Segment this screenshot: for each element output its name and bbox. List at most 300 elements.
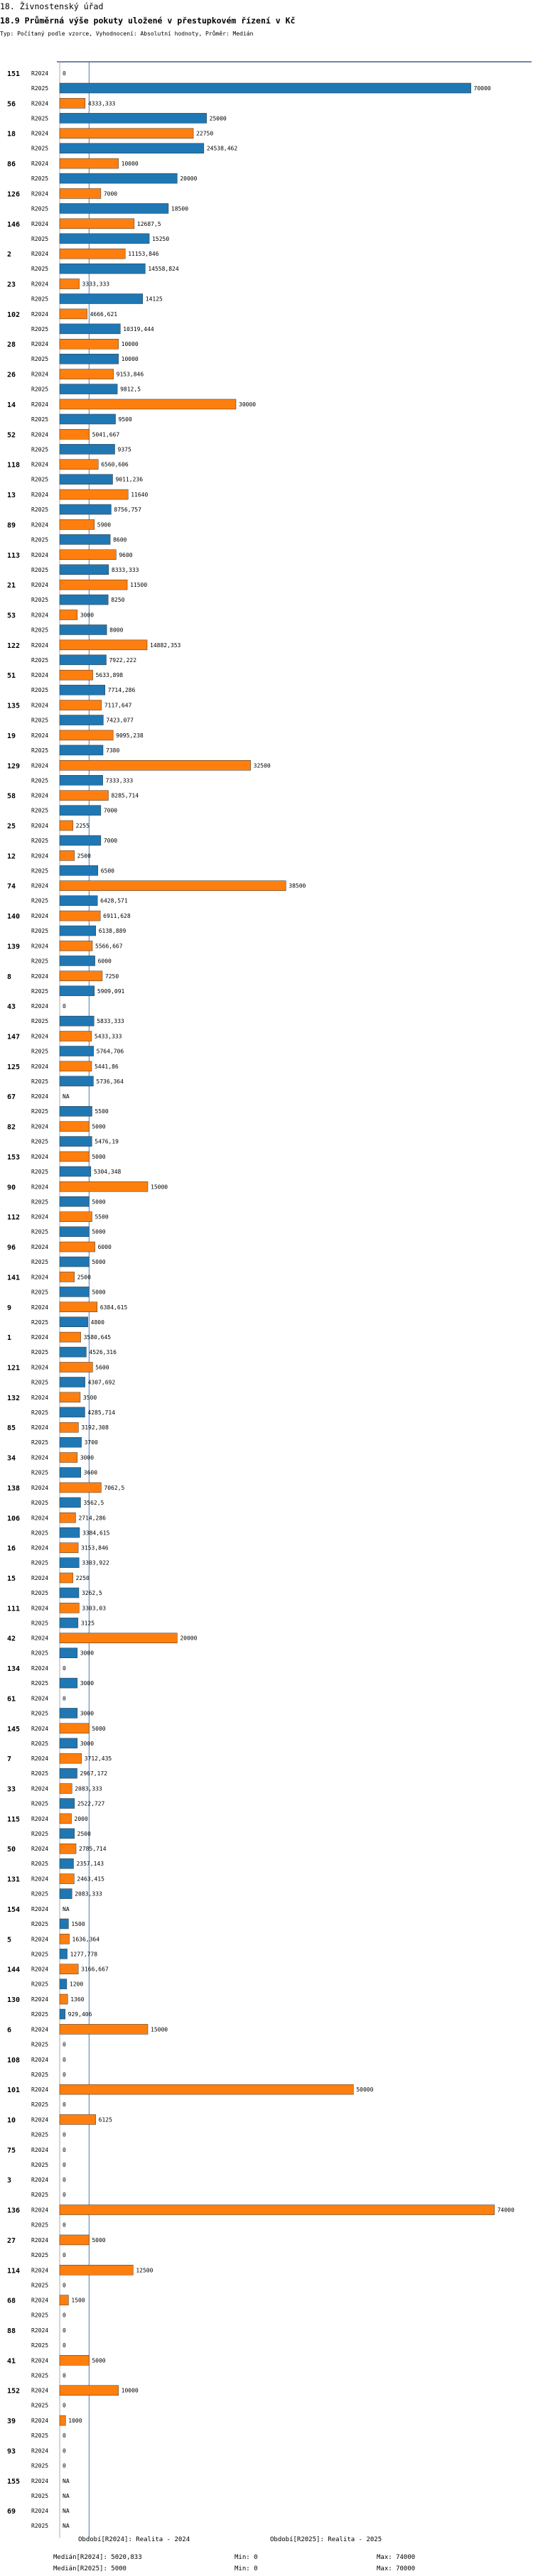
series-label: R2024 [31,1575,49,1581]
data-label: 5304,348 [93,1168,122,1175]
series-label: R2024 [31,2267,49,2274]
series-label: R2024 [31,1665,49,1672]
data-label: 5000 [92,1153,106,1160]
data-label: 2000 [74,1815,88,1822]
bar-r2025 [60,504,111,514]
series-label: R2025 [31,1078,49,1085]
series-label: R2025 [31,958,49,965]
data-label: 0 [63,1665,66,1672]
bar-r2025 [60,655,106,665]
data-label: 0 [63,1695,66,1702]
bar-r2025 [60,685,105,695]
bar-r2024 [60,941,92,951]
bar-r2024 [60,1753,82,1763]
data-label: 0 [63,2312,66,2319]
data-label: 0 [63,2221,66,2229]
data-label: 30000 [239,401,257,408]
data-label: 70000 [473,85,491,92]
data-label: 1360 [70,1996,85,2003]
bar-r2024 [60,2295,68,2305]
group-id-label: 61 [7,1695,16,1704]
data-label: 8333,333 [111,566,139,573]
data-label: 0 [63,2372,66,2379]
series-label: R2025 [31,1138,49,1145]
series-label: R2025 [31,2282,49,2289]
series-label: R2025 [31,2131,49,2138]
series-label: R2025 [31,2523,49,2530]
data-label: 0 [63,2447,66,2455]
bar-r2024 [60,1814,72,1824]
series-label: R2025 [31,1379,49,1386]
data-label: 0 [63,2041,66,2048]
data-label: 0 [63,2146,66,2153]
bar-r2024 [60,98,85,108]
bar-r2025 [60,234,149,244]
series-label: R2024 [31,882,49,889]
data-label: 9095,238 [116,732,144,739]
series-label: R2024 [31,943,49,950]
group-id-label: 139 [7,943,21,951]
data-label: 10000 [121,2387,139,2394]
series-label: R2024 [31,220,49,227]
data-label: 12687,5 [136,220,161,227]
series-label: R2024 [31,762,49,769]
group-id-label: 115 [7,1815,21,1824]
series-label: R2025 [31,2192,49,2199]
bar-r2025 [60,1227,89,1237]
group-id-label: 21 [7,582,16,590]
data-label: NA [63,2508,70,2515]
data-label: 10319,444 [123,325,154,332]
group-id-label: 96 [7,1244,16,1252]
bar-r2024 [60,1994,68,2004]
data-label: 3000 [80,1740,95,1747]
bar-r2025 [60,1919,68,1929]
data-label: 3562,5 [83,1499,104,1506]
group-id-label: 134 [7,1665,21,1674]
bar-r2024 [60,1723,89,1733]
data-label: 5000 [92,1725,106,1732]
bar-r2024 [60,1061,92,1071]
bar-r2025 [60,1076,93,1086]
bar-r2025 [60,1437,82,1447]
series-label: R2025 [31,687,49,694]
series-label: R2024 [31,1515,49,1522]
bar-r2024 [60,2235,89,2245]
data-label: 0 [63,2101,66,2109]
series-label: R2024 [31,1093,49,1100]
bar-r2025 [60,806,101,816]
series-label: R2025 [31,1198,49,1206]
bar-r2025 [60,1016,94,1026]
group-id-label: 82 [7,1123,16,1132]
data-label: 5041,667 [92,431,120,438]
data-label: 11500 [130,582,148,589]
series-label: R2025 [31,1499,49,1506]
series-label: R2025 [31,1680,49,1687]
bar-r2024 [60,1242,95,1252]
group-id-label: 122 [7,642,21,650]
bar-r2024 [60,1362,92,1372]
data-label: 3192,308 [81,1424,109,1432]
group-id-label: 14 [7,401,16,409]
bar-r2024 [60,369,114,379]
group-id-label: 130 [7,1996,21,2005]
data-label: 0 [63,2161,66,2168]
report-title: 18. Živnostenský úřad [0,1,104,11]
bar-r2025 [60,1618,78,1628]
bar-r2024 [60,850,75,860]
bar-r2025 [60,1137,92,1147]
series-label: R2025 [31,2432,49,2440]
data-label: 3384,615 [82,1530,110,1537]
bar-r2024 [60,249,125,259]
series-label: R2024 [31,2327,49,2334]
group-id-label: 12 [7,853,16,861]
data-label: 6911,628 [103,913,131,920]
data-label: 0 [63,2432,66,2440]
group-id-label: 102 [7,310,21,319]
data-label: 2522,727 [77,1800,105,1807]
bar-r2024 [60,2024,148,2034]
data-label: 2967,172 [80,1770,108,1777]
bar-r2024 [60,1181,148,1191]
group-id-label: 88 [7,2327,16,2335]
data-label: 8285,714 [111,792,139,799]
series-label: R2024 [31,1635,49,1642]
group-id-label: 50 [7,1846,16,1854]
group-id-label: 140 [7,913,21,921]
group-id-label: 101 [7,2087,21,2095]
series-label: R2025 [31,627,49,634]
bar-r2024 [60,791,108,801]
group-id-label: 34 [7,1454,16,1463]
data-label: 4333,333 [87,100,116,107]
group-id-label: 111 [7,1605,21,1613]
data-label: 6384,615 [99,1304,128,1311]
series-label: R2024 [31,2177,49,2184]
group-id-label: 108 [7,2056,21,2064]
bar-r2025 [60,475,112,485]
data-label: 5600 [95,1364,109,1371]
data-label: 8756,757 [114,507,141,514]
bar-r2025 [60,324,120,334]
bar-r2025 [60,1738,77,1748]
bar-r2025 [60,294,143,304]
bar-r2024 [60,730,113,740]
bar-r2024 [60,1874,74,1884]
data-label: 0 [63,2177,66,2184]
group-id-label: 33 [7,1785,16,1794]
series-label: R2024 [31,2387,49,2394]
data-label: 15250 [152,235,170,242]
data-label: 38500 [289,882,306,889]
series-label: R2024 [31,1755,49,1763]
series-label: R2025 [31,867,49,875]
bar-r2024 [60,550,116,560]
series-label: R2025 [31,2402,49,2409]
data-label: 6000 [97,1244,112,1251]
series-label: R2025 [31,1590,49,1596]
series-label: R2025 [31,717,49,724]
group-id-label: 90 [7,1184,16,1192]
group-id-label: 19 [7,732,16,740]
series-label: R2024 [31,251,49,258]
series-label: R2025 [31,416,49,423]
series-label: R2024 [31,341,49,348]
series-label: R2025 [31,1530,49,1537]
data-label: 3700 [84,1439,98,1446]
bar-r2024 [60,1332,81,1342]
data-label: 929,406 [68,2011,92,2018]
bar-r2024 [60,1392,80,1402]
series-label: R2024 [31,1785,49,1792]
series-label: R2025 [31,1861,49,1868]
group-id-label: 3 [7,2177,12,2185]
bar-r2025 [60,1558,79,1568]
series-label: R2024 [31,1244,49,1251]
series-label: R2024 [31,702,49,709]
data-label: 0 [63,2251,66,2258]
series-label: R2025 [31,145,49,152]
bar-r2025 [60,1768,77,1778]
series-label: R2024 [31,1274,49,1281]
data-label: 5736,364 [96,1078,124,1085]
data-label: 10000 [121,161,139,168]
data-label: 2083,333 [75,1890,102,1898]
bar-r2025 [60,1858,73,1868]
bar-r2025 [60,384,117,394]
series-label: R2024 [31,853,49,860]
data-label: 25000 [209,115,227,122]
data-label: 0 [63,70,66,77]
data-label: 3600 [83,1469,98,1476]
series-label: R2024 [31,281,49,288]
series-label: R2025 [31,1650,49,1657]
group-id-label: 146 [7,220,21,229]
bar-r2025 [60,1377,85,1387]
data-label: 8600 [113,536,127,543]
data-label: 1500 [71,1920,85,1927]
group-id-label: 86 [7,161,16,169]
footer-median-r2025: Medián[R2025]: 5000 [53,2565,126,2572]
group-id-label: 132 [7,1394,21,1402]
data-label: 2357,143 [76,1861,104,1868]
bar-r2025 [60,83,471,93]
footer-legend-r2024: Období[R2024]: Realita - 2024 [78,2536,190,2543]
bar-r2025 [60,1347,86,1357]
series-label: R2025 [31,2462,49,2469]
data-label: 2714,286 [78,1515,106,1522]
series-label: R2024 [31,431,49,438]
bar-r2024 [60,158,119,168]
series-label: R2024 [31,1484,49,1491]
series-label: R2024 [31,2297,49,2304]
series-label: R2025 [31,2372,49,2379]
series-label: R2024 [31,642,49,649]
series-label: R2024 [31,612,49,619]
series-label: R2024 [31,973,49,980]
data-label: 50000 [356,2087,374,2094]
series-label: R2025 [31,1770,49,1777]
series-label: R2025 [31,1228,49,1235]
data-label: 5833,333 [97,1018,124,1025]
series-label: R2024 [31,551,49,558]
series-label: R2024 [31,100,49,107]
data-label: 15000 [151,2026,168,2033]
series-label: R2025 [31,1439,49,1446]
series-label: R2025 [31,1800,49,1807]
group-id-label: 74 [7,882,16,891]
data-label: 3000 [80,612,95,619]
group-id-label: 5 [7,1936,12,1944]
data-label: NA [63,2477,70,2484]
series-label: R2024 [31,1184,49,1191]
bar-r2025 [60,1046,94,1056]
group-id-label: 118 [7,461,21,470]
series-label: R2025 [31,476,49,483]
group-id-label: 121 [7,1364,21,1373]
data-label: 0 [63,2056,66,2063]
bar-r2025 [60,113,207,123]
data-label: 5000 [92,1228,106,1235]
bar-r2025 [60,173,177,183]
data-label: 6138,889 [98,928,126,935]
bar-r2024 [60,1512,75,1522]
group-id-label: 41 [7,2357,16,2366]
group-id-label: 89 [7,521,16,530]
group-id-label: 126 [7,190,21,199]
series-label: R2024 [31,1454,49,1461]
group-id-label: 8 [7,973,12,981]
series-label: R2025 [31,1559,49,1566]
series-label: R2024 [31,1033,49,1040]
series-label: R2024 [31,401,49,408]
data-label: 1277,778 [70,1951,98,1958]
group-id-label: 138 [7,1484,21,1493]
data-label: 10000 [121,341,139,348]
data-label: 0 [63,1003,66,1010]
series-label: R2025 [31,325,49,332]
data-label: 8000 [109,627,124,634]
series-label: R2025 [31,1018,49,1025]
series-label: R2025 [31,536,49,543]
bar-r2025 [60,1527,80,1537]
data-label: 7714,286 [107,687,136,694]
group-id-label: 152 [7,2387,21,2396]
footer-max-r2024: Max: 74000 [377,2554,416,2561]
bar-r2024 [60,2265,133,2275]
series-label: R2024 [31,2207,49,2214]
series-label: R2025 [31,1830,49,1837]
series-label: R2025 [31,2312,49,2319]
data-label: 3580,645 [83,1334,112,1341]
bar-r2024 [60,1302,97,1312]
data-label: 6560,606 [101,461,129,468]
data-label: 24538,462 [206,145,238,152]
data-label: 3262,5 [81,1590,102,1596]
data-label: 6125 [98,2116,112,2123]
series-label: R2025 [31,386,49,393]
series-label: R2025 [31,2161,49,2168]
data-label: 0 [63,2131,66,2138]
series-label: R2025 [31,507,49,514]
data-label: 9153,846 [116,371,144,378]
bar-r2024 [60,339,119,349]
group-id-label: 13 [7,492,16,500]
series-label: R2025 [31,1920,49,1927]
bar-r2024 [60,129,193,139]
data-label: NA [63,2492,70,2499]
series-label: R2025 [31,2251,49,2258]
group-id-label: 106 [7,1515,21,1523]
group-id-label: 51 [7,672,16,681]
data-label: 7333,333 [105,777,134,784]
series-label: R2024 [31,2418,49,2425]
bar-r2025 [60,264,145,274]
data-label: 0 [63,2342,66,2349]
bar-r2025 [60,1196,89,1206]
bar-r2025 [60,1287,89,1297]
bar-r2025 [60,1498,80,1508]
bar-r2024 [60,2415,65,2425]
group-id-label: 68 [7,2297,16,2305]
data-label: 5633,898 [95,672,124,679]
data-label: 2463,415 [77,1876,104,1883]
chart-title: 18.9 Průměrná výše pokuty uložené v přestupkovém řízení v Kč [0,16,296,26]
data-label: 3000 [80,1650,95,1657]
data-label: 3303,03 [82,1605,107,1612]
bar-r2024 [60,2386,119,2396]
bar-r2024 [60,2355,89,2365]
group-id-label: 144 [7,1966,21,1974]
data-label: 5433,333 [94,1033,122,1040]
series-label: R2024 [31,2087,49,2094]
series-label: R2024 [31,1003,49,1010]
bar-r2024 [60,1784,72,1794]
footer-min-r2025: Min: 0 [235,2565,258,2572]
series-label: R2024 [31,1364,49,1371]
bar-r2025 [60,1889,72,1899]
series-label: R2025 [31,1349,49,1356]
series-label: R2025 [31,2071,49,2078]
group-id-label: 10 [7,2116,16,2125]
bar-r2025 [60,775,103,785]
bar-r2025 [60,1588,79,1598]
bar-r2024 [60,2114,96,2124]
bar-r2025 [60,1829,75,1839]
group-id-label: 16 [7,1544,16,1553]
series-label: R2024 [31,1394,49,1401]
data-label: 5909,091 [97,987,125,995]
series-label: R2024 [31,913,49,920]
series-label: R2024 [31,1063,49,1070]
series-label: R2025 [31,2221,49,2229]
group-id-label: 52 [7,431,16,440]
data-label: 4666,621 [90,310,118,318]
data-label: 9375 [117,446,131,453]
series-label: R2024 [31,732,49,739]
bar-r2024 [60,2205,495,2215]
series-label: R2024 [31,371,49,378]
group-id-label: 43 [7,1003,16,1012]
data-label: 5476,19 [95,1138,119,1145]
series-label: R2024 [31,2447,49,2455]
bar-r2024 [60,1152,89,1162]
series-label: R2024 [31,1905,49,1912]
group-id-label: 155 [7,2477,21,2486]
series-label: R2025 [31,175,49,183]
